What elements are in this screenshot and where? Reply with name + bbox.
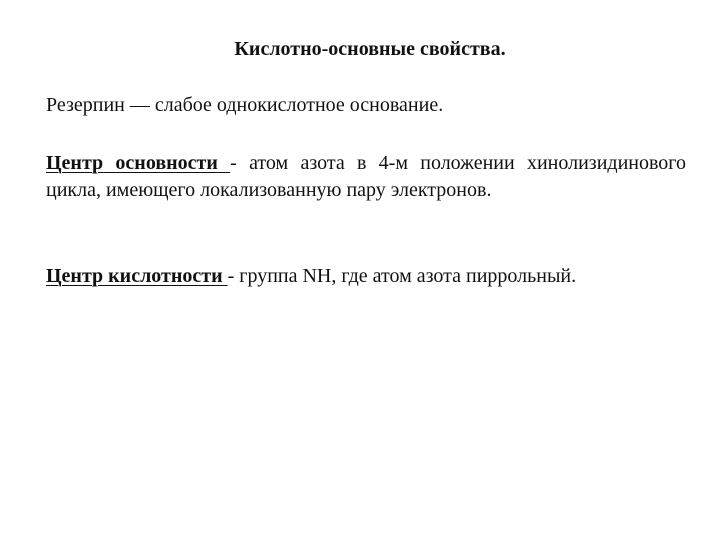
acidity-center-paragraph <box>46 263 686 290</box>
basicity-center-term-word-2: основности <box>115 152 218 174</box>
reserpine-basicity-statement: Резерпин — слабое однокислотное основание. <box>46 94 444 116</box>
basicity-center-paragraph <box>46 150 686 204</box>
slide-title: Кислотно-основные свойства. <box>234 38 506 60</box>
acidity-center-term: Центр кислотности <box>46 265 223 287</box>
term-trailing-underline <box>218 152 230 174</box>
term-gap-underline <box>103 152 115 174</box>
acidity-center-description: - группа NH, где атом азота пиррольный. <box>227 265 577 287</box>
basicity-center-description: - атом азота в 4-м положении хинолизидинового цикла, имеющего локализованную пару электронов. <box>46 152 686 201</box>
basicity-center-term-word-1: Центр <box>46 152 104 174</box>
